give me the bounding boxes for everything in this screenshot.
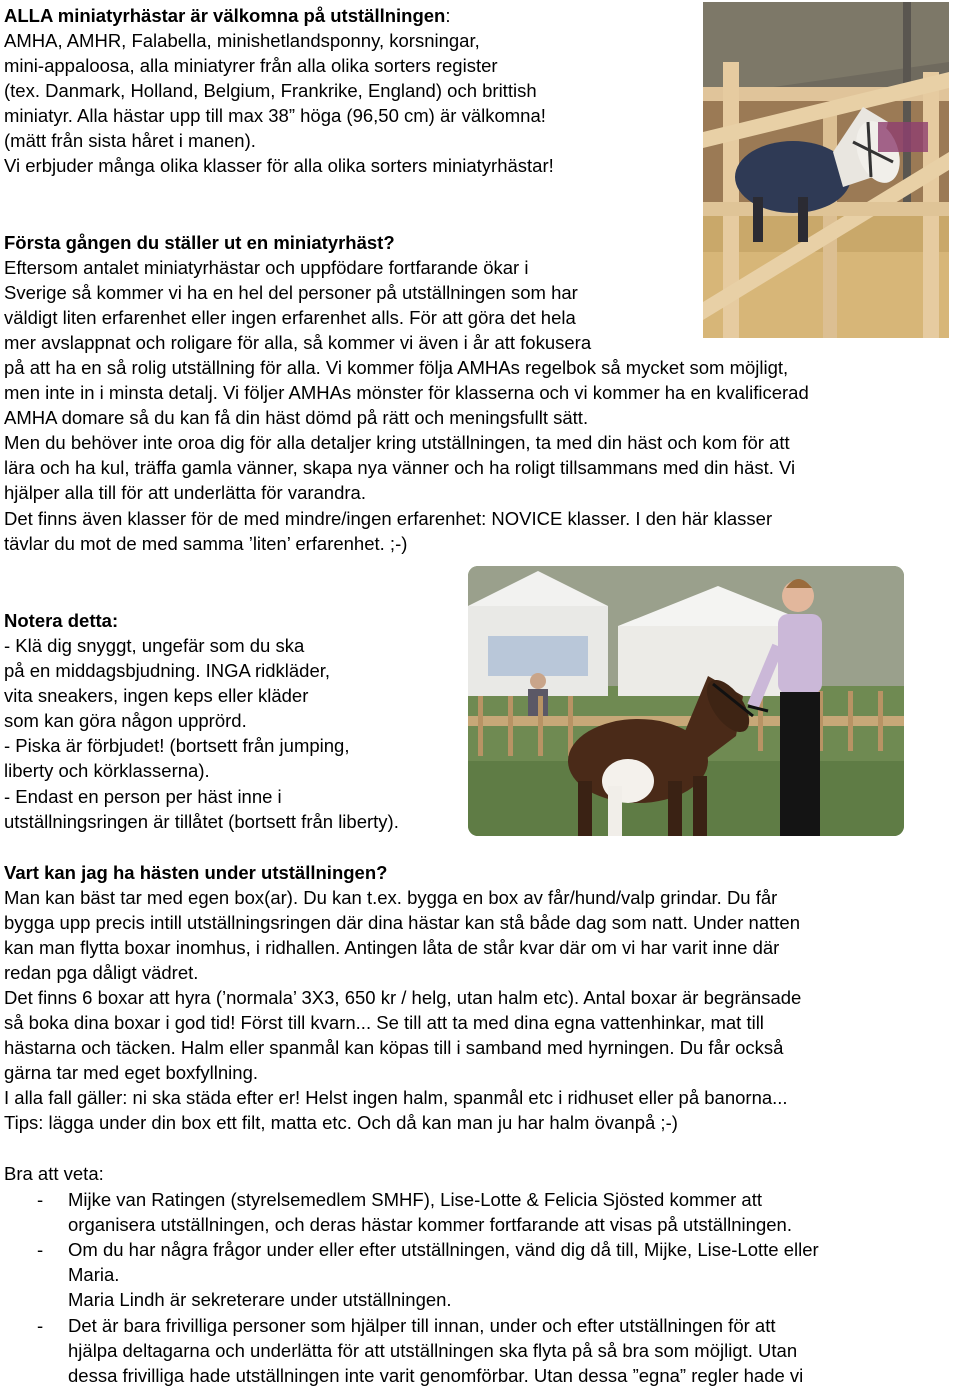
intro-line: mini-appaloosa, alla miniatyrer från alla olika sorters register xyxy=(4,55,498,76)
stabling-line: hästarna och täcken. Halm eller spanmål kan köpas till i samband med hyrningen. Du får också xyxy=(4,1037,784,1058)
first-time-line: tävlar du mot de med samma ’liten’ erfarenhet. ;-) xyxy=(4,533,408,554)
first-time-line: Men du behöver inte oroa dig för alla detaljer kring utställningen, ta med din häst och kom för att xyxy=(4,432,790,453)
stabling-line: så boka dina boxar i god tid! Först till kvarn... Se till att ta med dina egna vattenhinkar, mat till xyxy=(4,1012,764,1033)
list-item-line: Maria. xyxy=(68,1264,120,1285)
stabling-line: I alla fall gäller: ni ska städa efter er! Helst ingen halm, spanmål etc i ridhuset eller på banorna... xyxy=(4,1087,788,1108)
first-time-line: väldigt liten erfarenhet eller ingen erfarenhet alls. För att göra det hela xyxy=(4,307,576,328)
stabling-line: bygga upp precis intill utställningsringen där dina hästar kan stå både dag som natt. Under natten xyxy=(4,912,800,933)
list-bullet: - xyxy=(37,1239,44,1260)
stabling-line: gärna tar med eget boxfyllning. xyxy=(4,1062,259,1083)
note-line: - Piska är förbjudet! (bortsett från jumping, xyxy=(4,735,350,756)
note-heading: Notera detta: xyxy=(4,610,119,631)
first-time-line: mer avslappnat och roligare för alla, så kommer vi även i år att fokusera xyxy=(4,332,592,353)
list-item-line: Det är bara frivilliga personer som hjälper till innan, under och efter utställningen för att xyxy=(68,1315,776,1336)
intro-line: miniatyr. Alla hästar upp till max 38” höga (96,50 cm) är välkomna! xyxy=(4,105,546,126)
first-time-line: på att ha en så rolig utställning för alla. Vi kommer följa AMHAs regelbok så mycket som möjligt, xyxy=(4,357,789,378)
show-ring-photo xyxy=(468,566,904,836)
stall-pony-photo xyxy=(703,2,949,338)
list-item-line: organisera utställningen, och deras hästar kommer fortfarande att visas på utställningen. xyxy=(68,1214,792,1235)
first-time-line: Eftersom antalet miniatyrhästar och uppfödare fortfarande ökar i xyxy=(4,257,529,278)
intro-heading-colon: : xyxy=(445,5,451,26)
list-item-line: hjälpa deltagarna och underlätta för att utställningen ska flyta på så bra som möjligt. Utan xyxy=(68,1340,798,1361)
intro-line: Vi erbjuder många olika klasser för alla olika sorters miniatyrhästar! xyxy=(4,155,554,176)
first-time-line: hjälper alla till för att underlätta för varandra. xyxy=(4,482,366,503)
intro-line: AMHA, AMHR, Falabella, minishetlandsponny, korsningar, xyxy=(4,30,480,51)
intro-line: (tex. Danmark, Holland, Belgium, Frankrike, England) och brittish xyxy=(4,80,537,101)
list-item-line: dessa frivilliga hade utställningen inte varit genomförbar. Utan dessa ”egna” regler hade vi xyxy=(68,1365,804,1386)
note-line: som kan göra någon upprörd. xyxy=(4,710,247,731)
note-line: - Klä dig snyggt, ungefär som du ska xyxy=(4,635,305,656)
intro-heading xyxy=(4,3,451,28)
first-time-line: AMHA domare så du kan få din häst dömd på rätt och meningsfullt sätt. xyxy=(4,407,589,428)
list-bullet: - xyxy=(37,1315,44,1336)
list-item-line: Om du har några frågor under eller efter utställningen, vänd dig då till, Mijke, Lise-Lotte eller xyxy=(68,1239,819,1260)
stabling-line: kan man flytta boxar inomhus, i ridhallen. Antingen låta de står kvar där om vi har varit inne där xyxy=(4,937,780,958)
stabling-line: redan pga dåligt vädret. xyxy=(4,962,199,983)
note-line: - Endast en person per häst inne i xyxy=(4,786,282,807)
note-line: vita sneakers, ingen keps eller kläder xyxy=(4,685,309,706)
stabling-line: Man kan bäst tar med egen box(ar). Du kan t.ex. bygga en box av får/hund/valp grindar. Du får xyxy=(4,887,778,908)
good-to-know-heading: Bra att veta: xyxy=(4,1163,104,1184)
intro-heading-bold: ALLA miniatyrhästar är välkomna på utställningen xyxy=(4,5,446,26)
first-time-line: lära och ha kul, träffa gamla vänner, skapa nya vänner och ha roligt tillsammans med din häst. Vi xyxy=(4,457,796,478)
first-time-heading: Första gången du ställer ut en miniatyrhäst? xyxy=(4,232,395,253)
note-line: liberty och körklasserna). xyxy=(4,760,210,781)
stabling-heading: Vart kan jag ha hästen under utställningen? xyxy=(4,862,388,883)
list-bullet: - xyxy=(37,1189,44,1210)
note-line: utställningsringen är tillåtet (bortsett från liberty). xyxy=(4,811,399,832)
first-time-line: Det finns även klasser för de med mindre/ingen erfarenhet: NOVICE klasser. I den här klasser xyxy=(4,508,773,529)
note-line: på en middagsbjudning. INGA ridkläder, xyxy=(4,660,331,681)
first-time-line: Sverige så kommer vi ha en hel del personer på utställningen som har xyxy=(4,282,578,303)
list-item-line: Mijke van Ratingen (styrelsemedlem SMHF), Lise-Lotte & Felicia Sjösted kommer att xyxy=(68,1189,762,1210)
stabling-line: Tips: lägga under din box ett filt, matta etc. Och då kan man ju har halm övanpå ;-) xyxy=(4,1112,678,1133)
intro-line: (mätt från sista håret i manen). xyxy=(4,130,256,151)
stabling-line: Det finns 6 boxar att hyra (’normala’ 3X3, 650 kr / helg, utan halm etc). Antal boxar är begränsade xyxy=(4,987,802,1008)
first-time-line: men inte in i minsta detalj. Vi följer AMHAs mönster för klasserna och vi kommer ha en kvalificerad xyxy=(4,382,809,403)
list-item-line: Maria Lindh är sekreterare under utställningen. xyxy=(68,1289,452,1310)
